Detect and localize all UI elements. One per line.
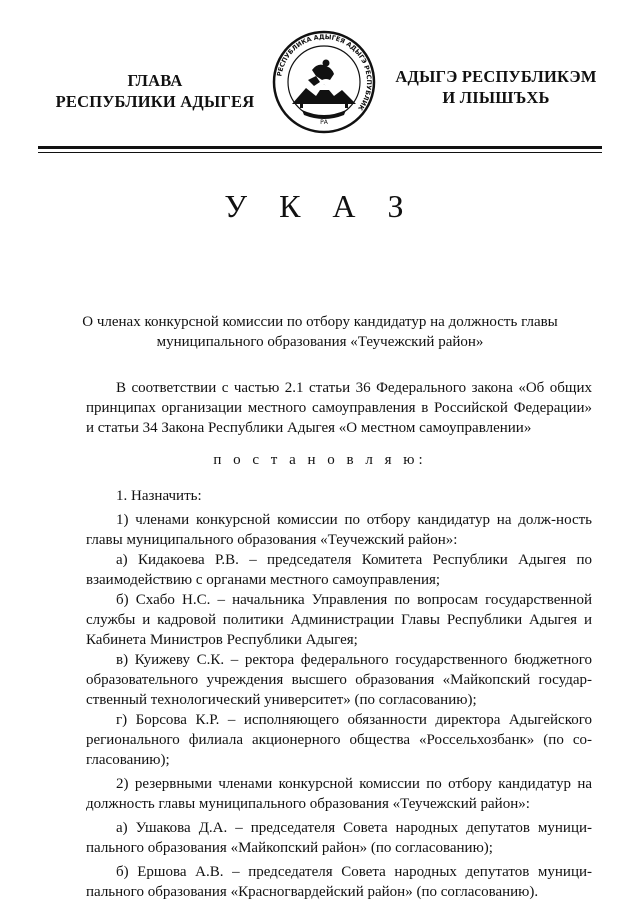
republic-of-adygea-coat-of-arms-icon — [272, 30, 376, 134]
header-divider-thick — [38, 146, 602, 149]
paragraph-reserve-b: б) Ершова А.В. – председателя Совета народных депутатов муници-пального образования «Красногвардейский район» (по согласованию). — [86, 864, 592, 900]
issuer-line-2: РЕСПУБЛИКИ АДЫГЕЯ — [55, 92, 255, 111]
emblem-ring-text: РЕСПУБЛИКА АДЫГЕЯ АДЫГЭ РЕСПУБЛИК — [275, 32, 374, 113]
document-subject: О членах конкурсной комиссии по отбору кандидатур на должность главы муниципального образования «Теучежский район» — [82, 314, 558, 350]
paragraph-appoint: 1. Назначить: — [116, 488, 202, 504]
paragraph-reserve-a: а) Ушакова Д.А. – председателя Совета народных депутатов муници-пального образования «Майкопский район» (по согласованию); — [86, 820, 592, 856]
decree-word: п о с т а н о в л я ю: — [213, 452, 427, 468]
document-body — [86, 486, 592, 902]
issuer-line-2-adyghe: И ЛІЫШЪХЬ — [442, 88, 550, 107]
issuer-line-1: ГЛАВА — [127, 71, 183, 90]
svg-text:РА: РА — [320, 119, 328, 126]
preamble-paragraph: В соответствии с частью 2.1 статьи 36 Федерального закона «Об общих принципах организации местного самоуправления в Российской Федерации» и статьи 34 Закона Республики Адыгея «О местном самоуправлении» — [86, 380, 592, 436]
document-title: У К А З — [224, 188, 416, 224]
paragraph-members: 1) членами конкурсной комиссии по отбору кандидатур на долж-ность главы муниципального образования «Теучежский район»: — [86, 512, 592, 548]
issuer-title-adyghe — [380, 66, 612, 108]
issuer-title-russian — [40, 70, 270, 112]
header-divider-thin — [38, 152, 602, 153]
issuer-line-1-adyghe: АДЫГЭ РЕСПУБЛИКЭМ — [395, 67, 597, 86]
paragraph-member-c: в) Куижеву С.К. – ректора федерального государственного бюджетного образовательного учреждения высшего образования «Майкопский государ-ственный технологический университет» (по согласованию); — [86, 652, 592, 708]
paragraph-reserve-members: 2) резервными членами конкурсной комиссии по отбору кандидатур на должность главы муниципального образования «Теучежский район»: — [86, 776, 592, 812]
paragraph-member-b: б) Схабо Н.С. – начальника Управления по вопросам государственной службы и кадровой политики Администрации Главы Республики Адыгея и Кабинета Министров Республики Адыгея; — [86, 592, 592, 648]
paragraph-member-a: а) Кидакоева Р.В. – председателя Комитета Республики Адыгея по взаимодействию с органами местного самоуправления; — [86, 552, 592, 588]
paragraph-member-d: г) Борсова К.Р. – исполняющего обязанности директора Адыгейского регионального филиала акционерного общества «Россельхозбанк» (по со-гласованию); — [86, 712, 592, 768]
